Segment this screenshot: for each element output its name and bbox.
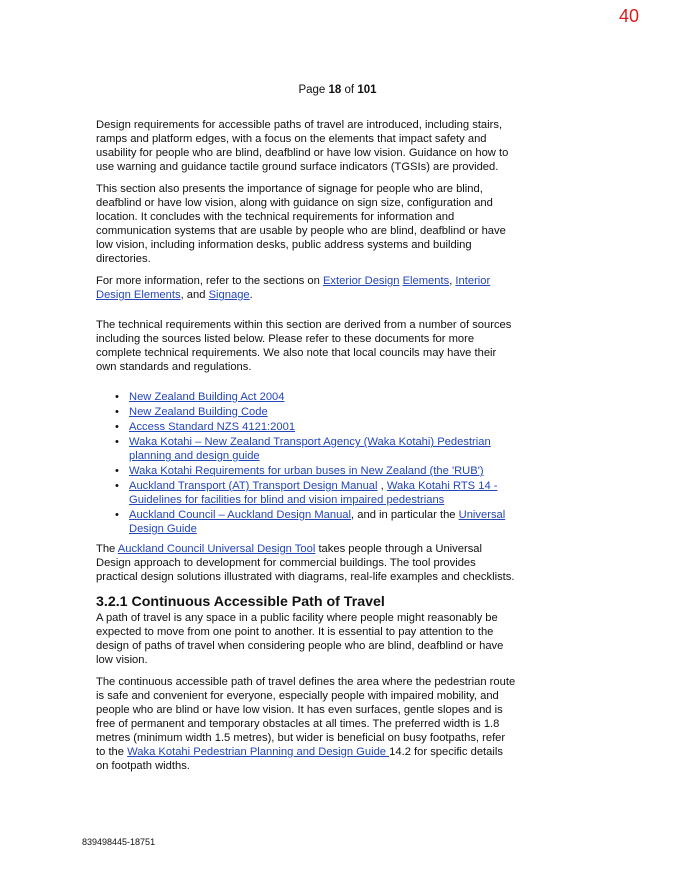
list-item (129, 435, 516, 463)
p2-lead: The continuous accessible path of travel defines the area where the pedestrian route is safe and convenient for everyone, especially people with impaired mobility, and people who are blind or have low vision. It has even surfaces, gentle slopes and is free of permanent and temporary obstacles at all times. The preferred width is 1.8 metres (minimum width 1.5 metres), but wider is beneficial on busy footpaths, refer to the (96, 676, 516, 758)
intro-paragraph-4: The technical requirements within this section are derived from a number of sources including the sources listed below. Please refer to these documents for more complete technical requirements. We also note that local councils may have their own standards and regulations. (96, 319, 512, 373)
page-stamp-number: 40 (618, 6, 639, 26)
spacer (96, 310, 516, 318)
exterior-design-link[interactable]: Exterior Design (322, 275, 400, 287)
reference-link-secondary[interactable]: Universal Design Guide (129, 509, 506, 535)
document-id-footer: 839498445-18751 (82, 837, 156, 847)
reference-link-secondary[interactable]: Waka Kotahi RTS 14 - Guidelines for facilities for blind and vision impaired pedestrians (129, 480, 498, 506)
intro-paragraph-1: Design requirements for accessible paths of travel are introduced, including stairs, ramps and platform edges, with a focus on the elements that impact safety and usability for people who are blind, deafblind or have low vision. Guidance on how to use warning and guidance tactile ground surface indicators (TGSIs) are provided. (96, 119, 509, 173)
reference-separator: , and in particular the (351, 509, 459, 521)
list-item (129, 390, 516, 404)
section-paragraph-1: A path of travel is any space in a public facility where people might reasonably be expected to move from one point to another. It is essential to pay attention to the design of paths of travel when considering people who are blind, deafblind or have low vision. (96, 612, 504, 666)
reference-link[interactable]: Access Standard NZS 4121:2001 (129, 421, 296, 433)
page-of: of (344, 84, 355, 96)
pedestrian-guide-link[interactable]: Waka Kotahi Pedestrian Planning and Design Guide (127, 746, 390, 758)
page-prefix: Page (298, 84, 326, 96)
section-heading: 3.2.1 Continuous Accessible Path of Travel (96, 594, 385, 610)
reference-link[interactable]: New Zealand Building Act 2004 (129, 391, 285, 403)
reference-link[interactable]: Auckland Transport (AT) Transport Design Manual (129, 480, 378, 492)
udt-rest: takes people through a Universal Design approach to development for commercial buildings. The tool provides practical design solutions illustrated with diagrams, real-life examples and checklists. (96, 543, 515, 583)
page-number-header (0, 84, 675, 96)
reference-link[interactable]: Auckland Council – Auckland Design Manual (129, 509, 352, 521)
document-body (96, 118, 516, 781)
p3-lead: For more information, refer to the sections on (96, 275, 320, 287)
p2-end: 14.2 for specific details on footpath widths. (96, 746, 503, 772)
interior-design-elements-link[interactable]: Interior Design Elements (96, 275, 491, 301)
list-item (129, 464, 516, 478)
reference-separator: , (377, 480, 387, 492)
page-total: 101 (357, 84, 377, 96)
reference-link[interactable]: Waka Kotahi Requirements for urban buses in New Zealand (the 'RUB') (129, 465, 484, 477)
universal-design-tool-link[interactable]: Auckland Council Universal Design Tool (117, 543, 316, 555)
udt-lead: The (96, 543, 116, 555)
section-paragraph-2 (96, 675, 516, 773)
list-item (129, 420, 516, 434)
elements-link[interactable]: Elements (402, 275, 450, 287)
p3-and: , and (180, 289, 206, 301)
intro-paragraph-2: This section also presents the importance of signage for people who are blind, deafblind or have low vision, along with guidance on sign size, configuration and location. It concludes with the technical requirements for information and communication systems that are usable by people who are blind, deafblind or have low vision, including information desks, public address systems and building directories. (96, 183, 506, 265)
p3-comma: , (449, 275, 453, 287)
list-item (129, 405, 516, 419)
p3-end: . (249, 289, 253, 301)
reference-link[interactable]: New Zealand Building Code (129, 406, 268, 418)
reference-link[interactable]: Waka Kotahi – New Zealand Transport Agency (Waka Kotahi) Pedestrian planning and design guide (129, 436, 491, 462)
spacer (96, 382, 516, 390)
page-current: 18 (328, 84, 342, 96)
list-item (129, 508, 516, 536)
udt-paragraph (96, 542, 516, 584)
intro-paragraph-3 (96, 274, 516, 302)
signage-link[interactable]: Signage (208, 289, 250, 301)
list-item (129, 479, 516, 507)
reference-list (96, 390, 516, 536)
